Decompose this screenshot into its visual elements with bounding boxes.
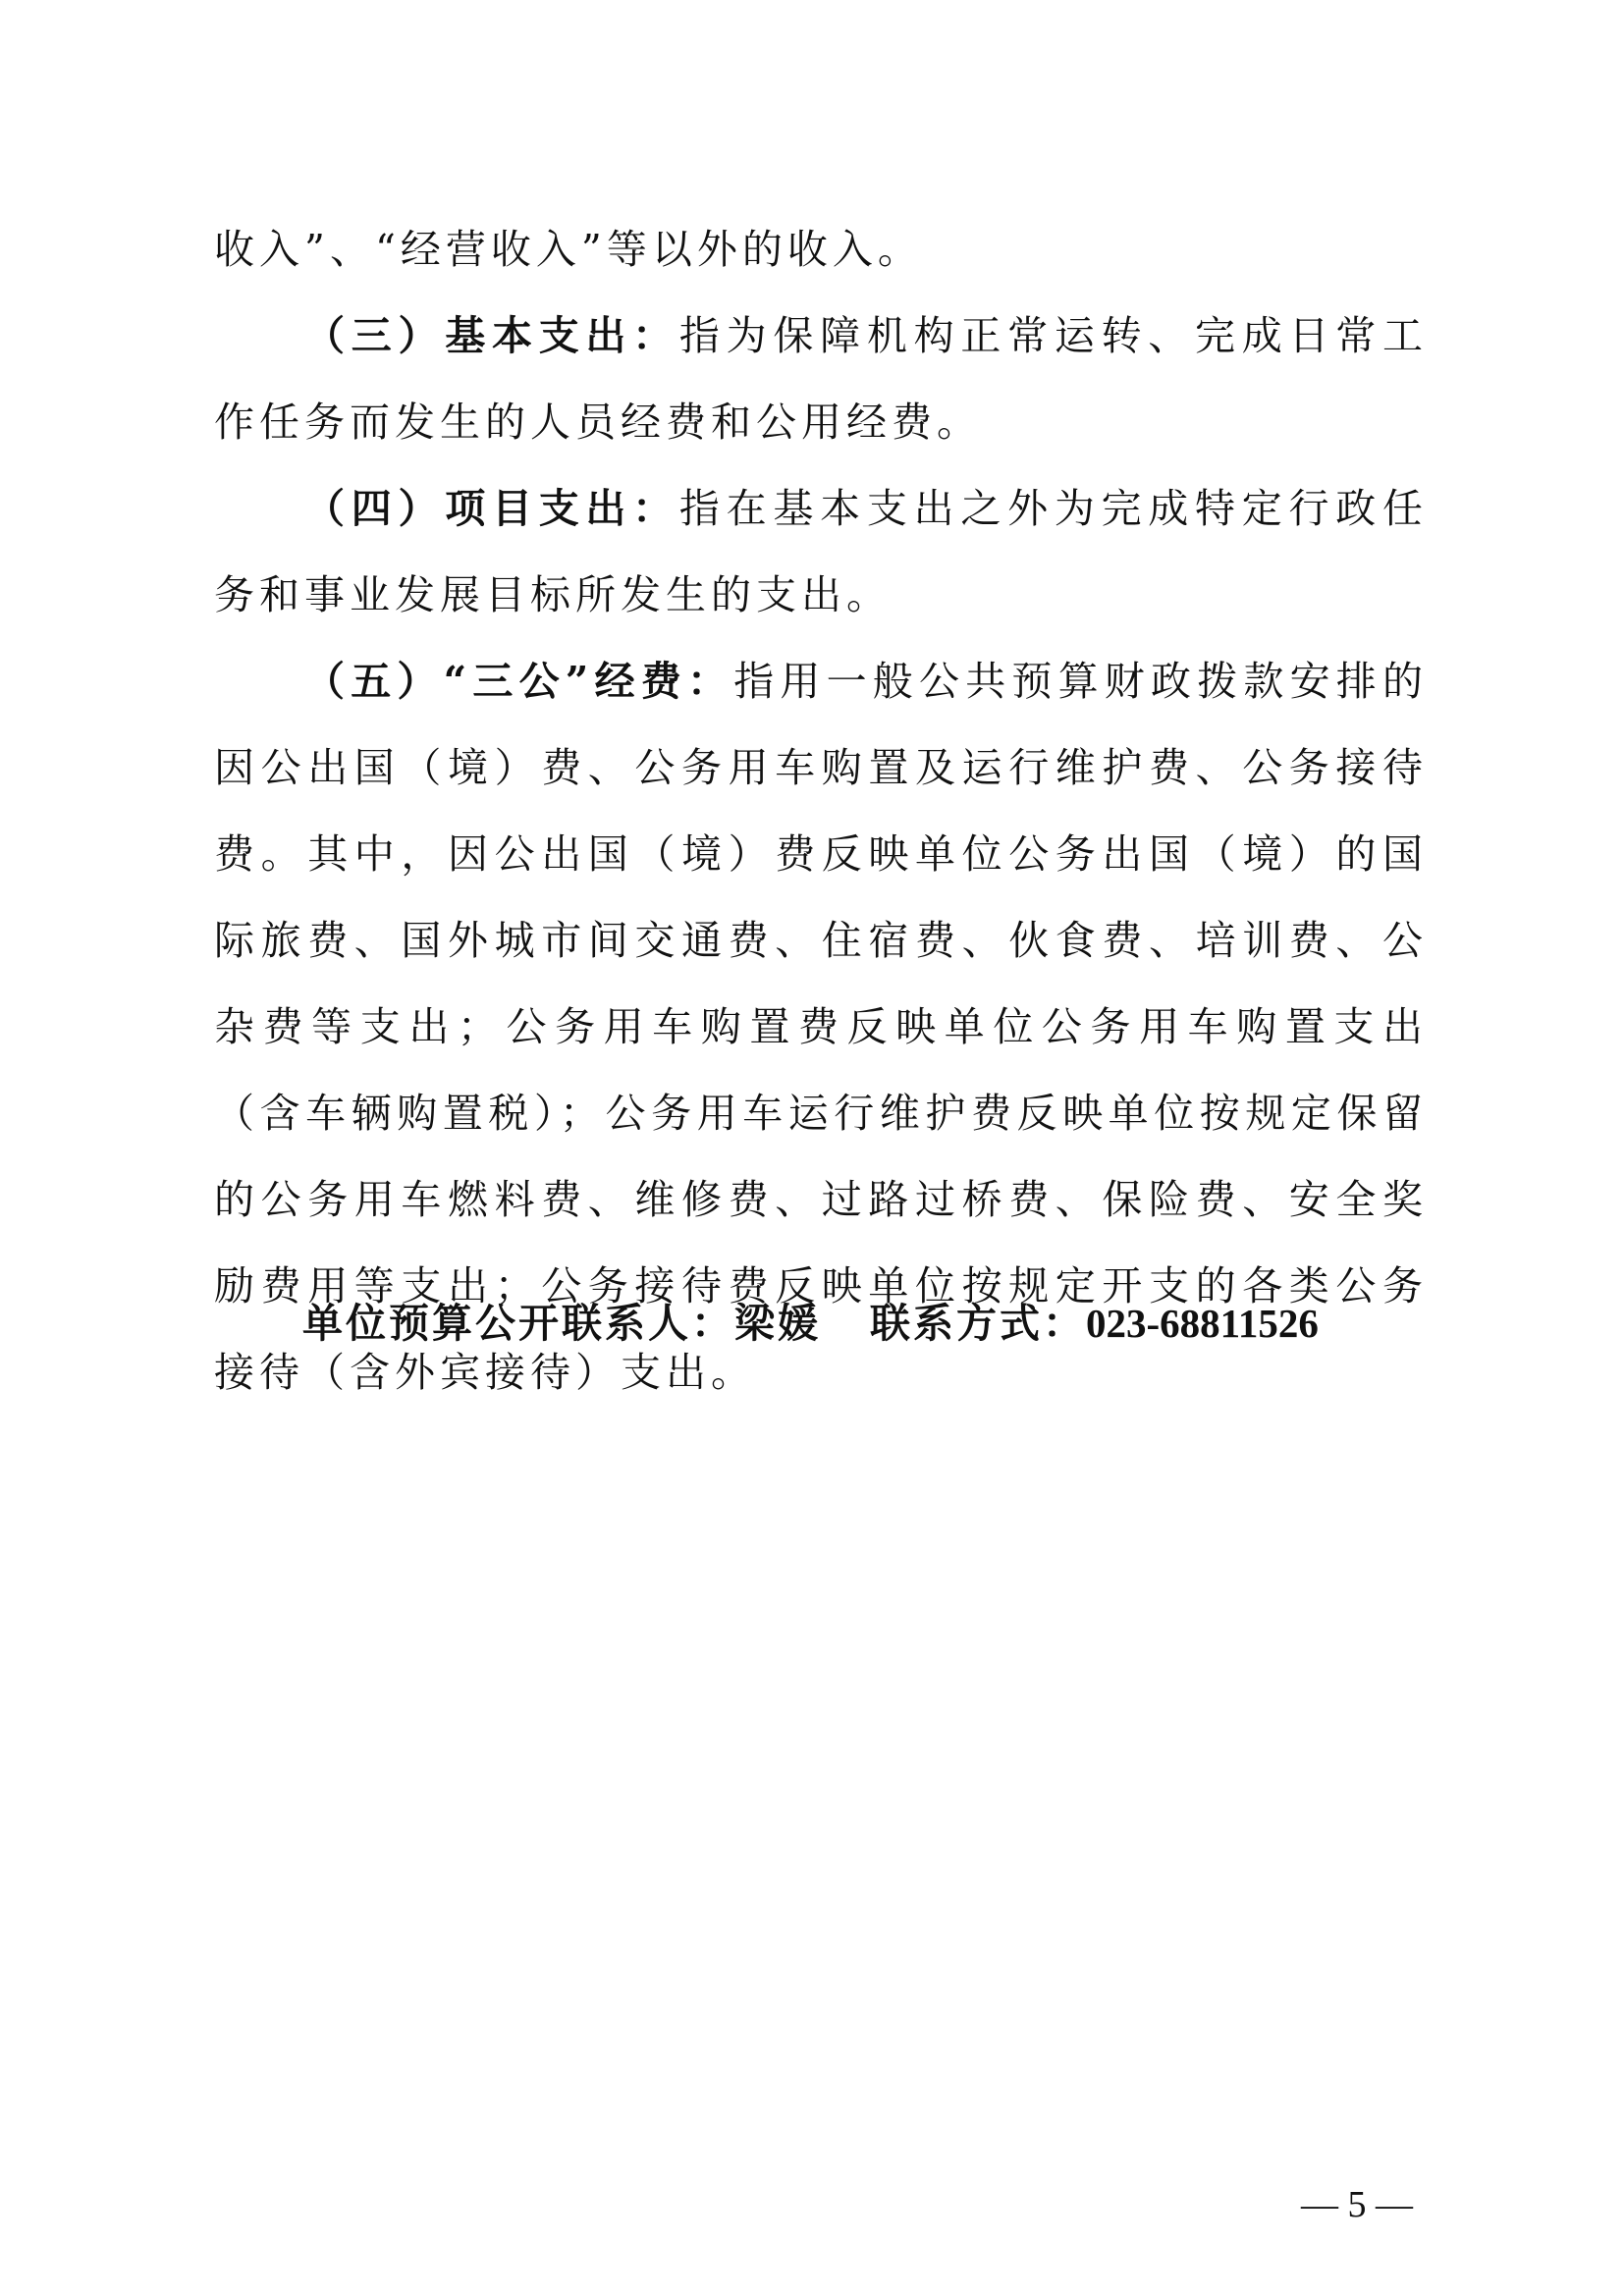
section-term: （四）项目支出：	[304, 485, 679, 532]
contact-line	[302, 1294, 1422, 1353]
contact-person-label: 单位预算公开联系人：	[302, 1300, 734, 1347]
contact-phone: 023-68811526	[1086, 1301, 1319, 1346]
page-number: — 5 —	[1301, 2184, 1413, 2225]
section-term: （三）基本支出：	[304, 312, 679, 359]
section-text: 指用一般公共预算财政拨款安排的因公出国（境）费、公务用车购置及运行维护费、公务接待费。其中，因公出国（境）费反映单位公务出国（境）的国际旅费、国外城市间交通费、住宿费、伙食费、培训费、公杂费等支出；公务用车购置费反映单位公务用车购置支出（含车辆购置税）；公务用车运行维护费反映单位按规定保留的公务用车燃料费、维修费、过路过桥费、保险费、安全奖励费用等支出；公务接待费反映单位按规定开支的各类公务接待（含外宾接待）支出。	[214, 658, 1429, 1396]
section-term: （五）“三公”经费：	[304, 658, 734, 705]
document-body	[214, 206, 1428, 1415]
section-text: 指为保障机构正常运转、完成日常工作任务而发生的人员经费和公用经费。	[214, 312, 1429, 446]
continuation-paragraph: 收入”、“经营收入”等以外的收入。	[214, 226, 923, 273]
contact-phone-label: 联系方式：	[870, 1300, 1086, 1347]
section-project-expenditure	[214, 465, 1428, 638]
contact-person: 梁媛	[734, 1300, 821, 1347]
section-text: 指在基本支出之外为完成特定行政任务和事业发展目标所发生的支出。	[214, 485, 1429, 618]
section-basic-expenditure	[214, 293, 1428, 465]
